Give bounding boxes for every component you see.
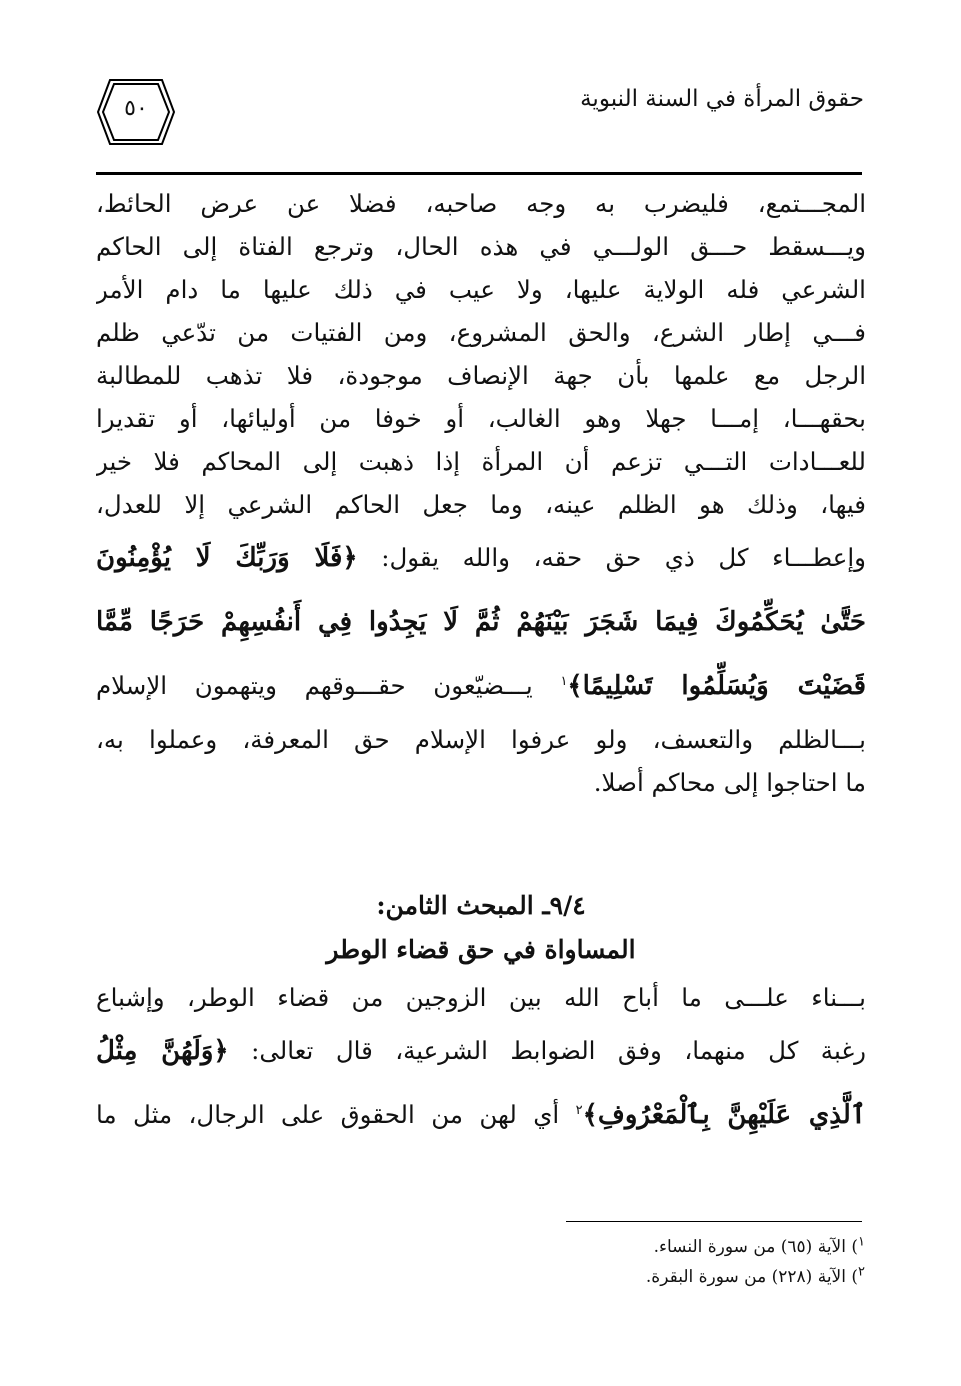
section-subtitle: المساواة في حق قضاء الوطر	[326, 935, 636, 964]
verse-line	[96, 1019, 866, 1083]
section-paragraph	[96, 976, 866, 1147]
text-line: ويـــسقط حـــق الولـــي في هذه الحال، وترجع الفتاة إلى الحاكم	[96, 232, 866, 261]
verse-line-2	[96, 590, 866, 654]
verse-line-3	[96, 654, 866, 718]
footnote-text: ) الآية (٦٥) من سورة النساء.	[653, 1237, 859, 1257]
verse-line-1	[96, 526, 866, 590]
page-number: ٥٠	[124, 96, 148, 121]
footnotes	[365, 1232, 865, 1292]
text-line: بـــالظلم والتعسف، ولو عرفوا الإسلام حق المعرفة، وعملوا به،	[96, 725, 866, 754]
header-rule	[96, 172, 862, 175]
section-heading	[96, 884, 866, 972]
verse-line	[96, 1083, 866, 1147]
text-line: الرجل مع علمها بأن جهة الإنصاف موجودة، فلا تذهب للمطالبة	[96, 361, 866, 390]
text-line: الشرعي فله الولاية عليها، ولا عيب في ذلك عليها ما دام الأمر	[96, 275, 866, 304]
footnote-text: ) الآية (٢٢٨) من سورة البقرة.	[645, 1267, 859, 1287]
text-line: فيها، وذلك هو الظلم عينه، وما جعل الحاكم الشرعي إلا للعدل،	[96, 490, 866, 519]
quran-verse: ﴿فَلَا وَرَبِّكَ لَا يُؤْمِنُونَ	[96, 543, 358, 573]
quran-verse: ٱلَّذِي عَلَيْهِنَّ بِٱلْمَعْرُوفِ﴾	[582, 1100, 866, 1130]
footnote-item	[365, 1262, 865, 1292]
text-segment: يـــضيّعون حقـــوقهم ويتهمون الإسلام	[96, 671, 533, 700]
page-number-frame	[96, 78, 176, 146]
footnote-marker: ١	[858, 1234, 865, 1250]
footnote-marker: ٢	[858, 1264, 865, 1280]
quran-verse: حَتَّىٰ يُحَكِّمُوكَ فِيمَا شَجَرَ بَيْنَهُمْ ثُمَّ لَا يَجِدُوا فِي أَنفُسِهِمْ حَرَجًا مِّمَّا	[96, 607, 866, 637]
section-number-title: ٩/٤ـ المبحث الثامن:	[376, 891, 586, 920]
text-line: بـــناء علـــى ما أباح الله بين الزوجين من قضاء الوطر، وإشباع	[96, 983, 866, 1012]
text-line: المجـــتمع، فليضرب به وجه صاحبه، فضلا عن عرض الحائط،	[96, 189, 866, 218]
footnote-ref: ٢	[575, 1102, 583, 1118]
text-segment: رغبة كل منهما، وفق الضوابط الشرعية، قال تعالى:	[251, 1036, 866, 1065]
text-segment: وإعطـــاء كل ذي حق حقه، والله يقول:	[381, 543, 866, 572]
main-paragraph	[96, 182, 866, 804]
text-segment: أي لهن من الحقوق على الرجال، مثل ما	[96, 1100, 560, 1129]
quran-verse: قَضَيْتَ وَيُسَلِّمُوا تَسْلِيمًا﴾	[567, 671, 866, 701]
text-line: فـــي إطار الشرع، والحق المشروع، ومن الفتيات من تدّعي ظلم	[96, 318, 866, 347]
footnote-rule	[566, 1221, 862, 1222]
text-line: بحقهـــا، إمـــا جهلا وهو الغالب، أو خوفا من أوليائها، أو تقديرا	[96, 404, 866, 433]
footnote-item	[365, 1232, 865, 1262]
quran-verse: ﴿وَلَهُنَّ مِثْلُ	[96, 1036, 229, 1066]
footnote-ref: ١	[560, 673, 568, 689]
page-header	[96, 70, 864, 170]
text-line: للعـــادات التـــي تزعم أن المرأة إذا ذهبت إلى المحاكم فلا خير	[96, 447, 866, 476]
text-line: ما احتاجوا إلى محاكم أصلا.	[593, 768, 866, 797]
running-title: حقوق المرأة في السنة النبوية	[580, 86, 864, 112]
